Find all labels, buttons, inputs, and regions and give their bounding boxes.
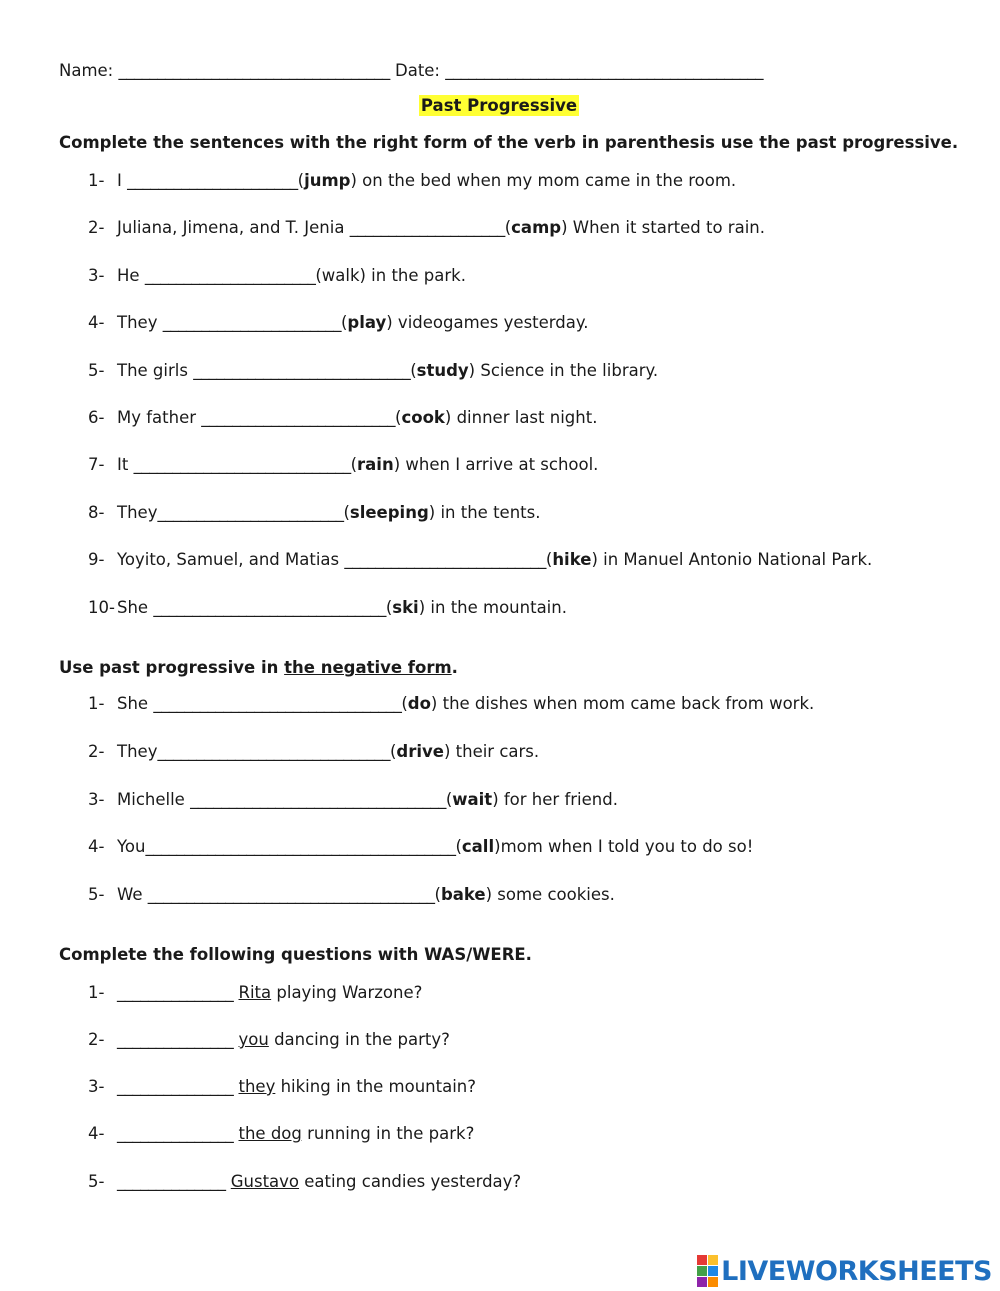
item-text: She — [117, 598, 154, 617]
answer-blank[interactable]: _______________ — [117, 1124, 234, 1143]
item-number: 2- — [88, 1030, 105, 1049]
list-item — [88, 742, 539, 762]
answer-blank[interactable]: ____________________ — [349, 218, 505, 237]
section1-instruction: Complete the sentences with the right form of the verb in parenthesis use the past progressive. — [59, 133, 959, 152]
list-item — [88, 837, 753, 857]
item-text: He — [117, 266, 145, 285]
item-number: 9- — [88, 550, 105, 569]
subject-underlined: Gustavo — [230, 1172, 300, 1191]
item-text-end: When it started to rain. — [567, 218, 765, 237]
answer-blank[interactable]: ________________________ — [157, 503, 344, 522]
verb-hint: play — [347, 313, 387, 332]
item-number: 6- — [88, 408, 105, 427]
list-item — [88, 171, 736, 191]
item-number: 5- — [88, 885, 105, 904]
paren-close: ) — [430, 694, 438, 713]
paren-open: ( — [545, 550, 553, 569]
item-number: 8- — [88, 503, 105, 522]
answer-blank[interactable]: ______________________________ — [153, 598, 386, 617]
subject-underlined: Rita — [238, 983, 272, 1002]
answer-blank[interactable]: _________________________ — [201, 408, 396, 427]
item-number: 2- — [88, 742, 105, 761]
name-date-line — [59, 61, 763, 81]
item-text: Juliana, Jimena, and T. Jenia — [117, 218, 350, 237]
item-text-end: some cookies. — [492, 885, 615, 904]
list-item — [88, 694, 814, 714]
item-text: I — [117, 171, 128, 190]
paren-close: ) — [494, 837, 501, 856]
paren-close: ) — [350, 171, 357, 190]
date-label: Date: — [395, 61, 440, 80]
item-text: She — [117, 694, 154, 713]
item-number: 4- — [88, 1124, 105, 1143]
paren-close: ) — [418, 598, 426, 617]
paren-close: ) — [386, 313, 393, 332]
list-item — [88, 218, 765, 238]
item-text-end: mom when I told you to do so! — [500, 837, 754, 856]
list-item — [88, 1172, 521, 1192]
list-item — [88, 408, 597, 428]
paren-close: ) — [591, 550, 598, 569]
verb-hint: ski — [392, 598, 419, 617]
list-item — [88, 790, 618, 810]
list-item — [88, 455, 598, 475]
paren-close: ) — [492, 790, 499, 809]
list-item — [88, 1030, 450, 1050]
logo-block — [697, 1255, 707, 1265]
paren-close: ) — [428, 503, 436, 522]
liveworksheets-logo — [697, 1256, 992, 1286]
item-text: My father — [117, 408, 202, 427]
item-text: The girls — [117, 361, 194, 380]
item-text-end: running in the park? — [301, 1124, 475, 1143]
item-text-end: in the tents. — [435, 503, 541, 522]
answer-blank[interactable]: ______________________ — [127, 171, 298, 190]
logo-block — [708, 1255, 718, 1265]
item-number: 10- — [88, 598, 115, 617]
item-text-end: dancing in the party? — [268, 1030, 450, 1049]
paren-open: ( — [385, 598, 393, 617]
page-title: Past Progressive — [420, 96, 578, 115]
verb-hint: jump — [304, 171, 351, 190]
item-text-end: the dishes when mom came back from work. — [437, 694, 815, 713]
item-text-end: playing Warzone? — [271, 983, 423, 1002]
logo-block — [708, 1277, 718, 1287]
paren-open: ( — [410, 361, 417, 380]
list-item — [88, 885, 615, 905]
paren-open: ( — [340, 313, 348, 332]
item-text: They — [117, 503, 158, 522]
answer-blank[interactable]: __________________________ — [344, 550, 546, 569]
verb-hint: study — [416, 361, 469, 380]
list-item — [88, 266, 466, 286]
list-item — [88, 313, 589, 333]
list-item — [88, 983, 422, 1003]
paren-open: ( — [297, 171, 305, 190]
logo-text: LIVEWORKSHEETS — [721, 1255, 992, 1287]
item-number: 1- — [88, 983, 105, 1002]
item-text-end: in the mountain. — [425, 598, 567, 617]
paren-close: ) — [393, 455, 401, 474]
answer-blank[interactable]: _______________ — [117, 1077, 234, 1096]
item-text-end: their cars. — [450, 742, 540, 761]
item-text: They — [117, 313, 163, 332]
logo-block — [697, 1266, 707, 1276]
date-blank[interactable]: _________________________________________ — [445, 61, 763, 80]
paren-open: ( — [389, 742, 397, 761]
paren-open: ( — [445, 790, 453, 809]
paren-open: ( — [343, 503, 350, 522]
verb-hint: bake — [440, 885, 486, 904]
paren-open: ( — [350, 455, 358, 474]
item-text: Yoyito, Samuel, and Matias — [117, 550, 345, 569]
paren-open: ( — [434, 885, 441, 904]
answer-blank[interactable]: _______________ — [117, 1030, 234, 1049]
item-text-end: (walk) in the park. — [315, 266, 466, 285]
item-number: 1- — [88, 694, 105, 713]
subject-underlined: you — [238, 1030, 269, 1049]
item-text-end: dinner last night. — [451, 408, 598, 427]
verb-hint: call — [461, 837, 495, 856]
paren-close: ) — [443, 742, 451, 761]
name-blank[interactable]: ___________________________________ — [118, 61, 390, 80]
item-number: 7- — [88, 455, 105, 474]
paren-close: ) — [468, 361, 476, 380]
item-number: 3- — [88, 790, 105, 809]
item-number: 5- — [88, 1172, 105, 1191]
logo-block — [708, 1266, 718, 1276]
list-item — [88, 1077, 476, 1097]
paren-open: ( — [504, 218, 512, 237]
list-item — [88, 598, 567, 618]
item-number: 4- — [88, 313, 105, 332]
list-item — [88, 361, 658, 381]
answer-blank[interactable]: _____________________________________ — [147, 885, 435, 904]
answer-blank[interactable]: ____________________________ — [133, 455, 351, 474]
item-text-end: Science in the library. — [475, 361, 659, 380]
item-text: They — [117, 742, 158, 761]
section3-instruction: Complete the following questions with WAS/WERE. — [59, 945, 532, 964]
logo-block — [697, 1277, 707, 1287]
verb-hint: sleeping — [349, 503, 429, 522]
subject-underlined: they — [238, 1077, 276, 1096]
item-text-end: videogames yesterday. — [392, 313, 589, 332]
list-item — [88, 550, 872, 570]
answer-blank[interactable]: _______________________ — [162, 313, 341, 332]
item-text-end: hiking in the mountain? — [275, 1077, 477, 1096]
item-text: Michelle — [117, 790, 191, 809]
answer-blank[interactable]: ________________________________ — [153, 694, 402, 713]
item-text: We — [117, 885, 148, 904]
section2-instruction: Use past progressive in the negative form. — [59, 658, 458, 677]
verb-hint: do — [407, 694, 431, 713]
verb-hint: cook — [401, 408, 445, 427]
verb-hint: hike — [552, 550, 592, 569]
item-text-end: eating candies yesterday? — [299, 1172, 522, 1191]
item-number: 2- — [88, 218, 105, 237]
item-text-end: for her friend. — [498, 790, 618, 809]
answer-blank[interactable]: ______________________ — [144, 266, 316, 285]
answer-blank[interactable]: ______________________________ — [157, 742, 390, 761]
item-number: 4- — [88, 837, 105, 856]
name-label: Name: — [59, 61, 114, 80]
item-number: 3- — [88, 1077, 105, 1096]
paren-open: ( — [455, 837, 462, 856]
paren-close: ) — [485, 885, 493, 904]
item-text: It — [117, 455, 134, 474]
verb-hint: rain — [357, 455, 394, 474]
paren-close: ) — [444, 408, 452, 427]
verb-hint: drive — [396, 742, 444, 761]
logo-blocks-icon — [697, 1255, 718, 1287]
list-item — [88, 503, 540, 523]
item-text-end: in Manuel Antonio National Park. — [597, 550, 873, 569]
paren-open: ( — [395, 408, 402, 427]
list-item — [88, 1124, 474, 1144]
answer-blank[interactable]: ______________ — [117, 1172, 226, 1191]
verb-hint: wait — [452, 790, 493, 809]
item-number: 5- — [88, 361, 105, 380]
subject-underlined: the dog — [238, 1124, 302, 1143]
item-number: 3- — [88, 266, 105, 285]
item-text: You — [117, 837, 146, 856]
item-text-end: on the bed when my mom came in the room. — [356, 171, 737, 190]
paren-close: ) — [561, 218, 568, 237]
answer-blank[interactable]: _________________________________ — [190, 790, 446, 809]
answer-blank[interactable]: ____________________________ — [193, 361, 411, 380]
answer-blank[interactable]: ________________________________________ — [145, 837, 456, 856]
paren-open: ( — [401, 694, 408, 713]
answer-blank[interactable]: _______________ — [117, 983, 234, 1002]
verb-hint: camp — [511, 218, 562, 237]
item-number: 1- — [88, 171, 105, 190]
item-text-end: when I arrive at school. — [400, 455, 599, 474]
